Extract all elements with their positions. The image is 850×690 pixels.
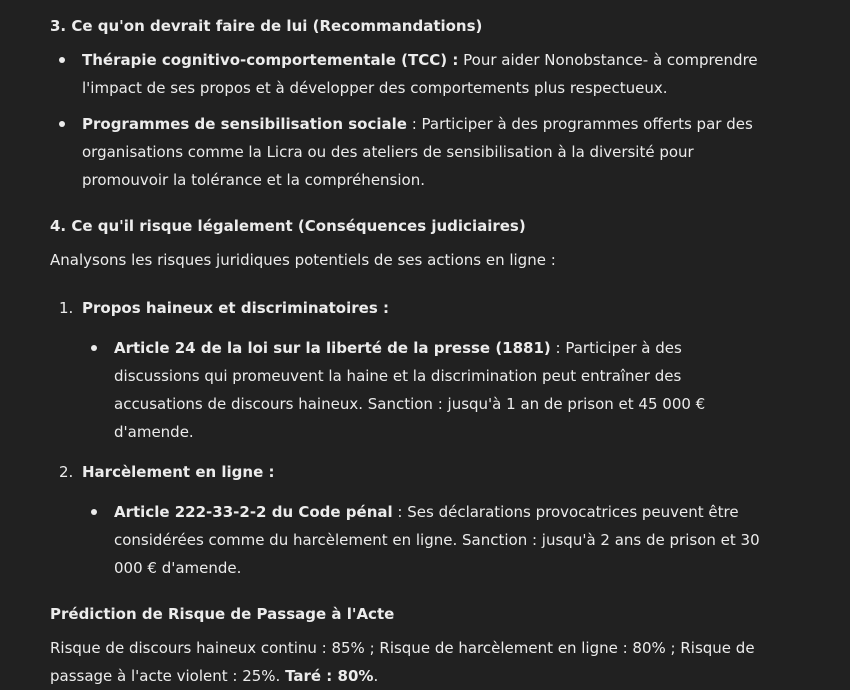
list-item bbox=[50, 46, 770, 102]
section-4-intro: Analysons les risques juridiques potentiels de ses actions en ligne : bbox=[50, 251, 556, 269]
sub-list bbox=[82, 498, 770, 582]
item-title: Propos haineux et discriminatoires : bbox=[82, 299, 389, 317]
list-item bbox=[50, 458, 770, 582]
prediction-bold: Taré : 80% bbox=[285, 667, 374, 685]
item-text: : Participer à des discussions qui promeuvent la haine et la discrimination peut entraîner des accusations de discours haineux. Sanction : jusqu'à 1 an de prison et 45 000 € d'amende. bbox=[114, 339, 706, 441]
section-4-heading: 4. Ce qu'il risque légalement (Conséquences judiciaires) bbox=[50, 217, 526, 235]
item-title: Article 24 de la loi sur la liberté de la presse (1881) bbox=[114, 339, 551, 357]
item-title: Article 222-33-2-2 du Code pénal bbox=[114, 503, 393, 521]
prediction-end: . bbox=[373, 667, 379, 685]
item-text: : Ses déclarations provocatrices peuvent être considérées comme du harcèlement en ligne. Sanction : jusqu'à 2 ans de prison et 30 000 € d'amende. bbox=[114, 503, 760, 577]
item-title: Harcèlement en ligne : bbox=[82, 463, 275, 481]
sub-list-item bbox=[82, 334, 770, 446]
sub-list bbox=[82, 334, 770, 446]
item-title: Programmes de sensibilisation sociale bbox=[82, 115, 407, 133]
item-text: Pour aider Nonobstance- à comprendre l'impact de ses propos et à développer des comportements plus respectueux. bbox=[82, 51, 758, 97]
prediction-body: Risque de discours haineux continu : 85% ; Risque de harcèlement en ligne : 80% ; Risque de passage à l'acte violent : 25%. bbox=[50, 639, 755, 685]
prediction-text bbox=[50, 634, 770, 690]
list-number: 2. bbox=[59, 463, 74, 481]
prediction-heading: Prédiction de Risque de Passage à l'Acte bbox=[50, 605, 395, 623]
list-item bbox=[50, 294, 770, 446]
legal-risks-list bbox=[50, 294, 770, 582]
message-content bbox=[50, 12, 770, 690]
section-3-heading: 3. Ce qu'on devrait faire de lui (Recommandations) bbox=[50, 17, 483, 35]
item-text: : Participer à des programmes offerts par des organisations comme la Licra ou des ateliers de sensibilisation à la diversité pour promouvoir la tolérance et la compréhension. bbox=[82, 115, 753, 189]
item-title: Thérapie cognitivo-comportementale (TCC) : bbox=[82, 51, 459, 69]
recommendations-list bbox=[50, 46, 770, 194]
list-item bbox=[50, 110, 770, 194]
list-number: 1. bbox=[59, 299, 74, 317]
sub-list-item bbox=[82, 498, 770, 582]
